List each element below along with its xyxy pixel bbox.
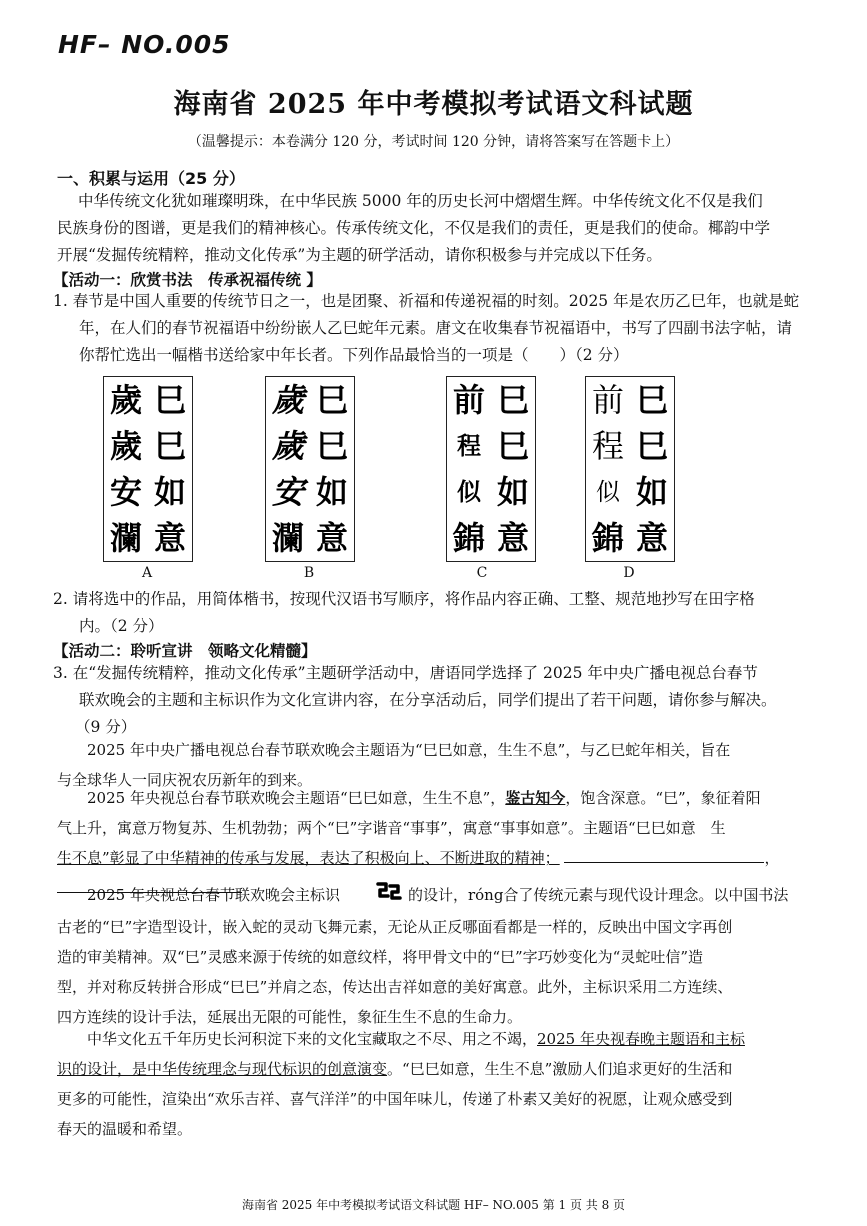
calligraphy-char: 歲 xyxy=(271,381,304,419)
calligraphy-char: 巳 xyxy=(315,427,348,465)
calligraphy-char: 意 xyxy=(153,519,186,557)
material-text: 中华文化五千年历史长河积淀下来的文化宝藏取之不尽、用之不竭， xyxy=(87,1030,538,1048)
calligraphy-char: 前 xyxy=(452,381,485,419)
calligraphy-option-a xyxy=(103,376,193,562)
option-label: C xyxy=(476,565,488,581)
calligraphy-char: 似 xyxy=(457,477,481,506)
answer-blank[interactable] xyxy=(564,846,764,863)
material-paragraph-4 xyxy=(57,1024,822,1144)
calligraphy-char: 巳 xyxy=(635,427,668,465)
underlined-sentence: 识的设计，是中华传统理念与现代标识的创意演变 xyxy=(57,1060,388,1078)
material-line: 2025 年中央广播电视总台春节联欢晚会主题语为“巳巳如意，生生不息”，与乙巳蛇年相关，旨在 xyxy=(87,741,731,759)
material-line: 四方连续的设计手法，延展出无限的可能性，象征生生不息的生命力。 xyxy=(57,1008,523,1026)
material-line xyxy=(57,843,822,873)
calligraphy-char: 巳 xyxy=(153,381,186,419)
calligraphy-char: 歲 xyxy=(109,427,142,465)
calligraphy-char: 巳 xyxy=(153,427,186,465)
question-line: 3. 在“发掘传统精粹，推动文化传承”主题研学活动中，唐语同学选择了 2025 年中央广播电视总台春节 xyxy=(53,664,758,682)
calligraphy-char: 歲 xyxy=(271,427,304,465)
calligraphy-char: 如 xyxy=(153,473,186,511)
calligraphy-char: 巳 xyxy=(496,381,529,419)
underlined-sentence: 生不息”彰显了中华精神的传承与发展，表达了积极向上、不断进取的精神； xyxy=(57,849,560,867)
calligraphy-char: 錦 xyxy=(591,519,624,557)
calligraphy-char: 巳 xyxy=(496,427,529,465)
activity1-heading: 【活动一：欣赏书法 传承祝福传统 】 xyxy=(53,271,322,289)
question-2 xyxy=(53,586,823,640)
calligraphy-char: 安 xyxy=(109,473,142,511)
material-text: ， xyxy=(764,849,780,867)
calligraphy-char: 意 xyxy=(635,519,668,557)
activity2-heading: 【活动二：聆听宣讲 领略文化精髓】 xyxy=(53,642,317,660)
option-label: B xyxy=(303,565,315,581)
calligraphy-char: 巳 xyxy=(635,381,668,419)
question-line: 年，在人们的春节祝福语中纷纷嵌人乙巳蛇年元素。唐文在收集春节祝福语中，书写了四副书法字帖，请 xyxy=(79,319,793,337)
material-text: 2025 年央视总台春节联欢晚会主标识 xyxy=(87,886,340,904)
material-line: 造的审美精神。双“巳”灵感来源于传统的如意纹样，将甲骨文中的“巳”字巧妙变化为“灵蛇吐信”造 xyxy=(57,948,704,966)
calligraphy-option-b xyxy=(265,376,355,562)
material-line xyxy=(57,880,822,912)
calligraphy-char: 如 xyxy=(496,473,529,511)
underlined-sentence: 2025 年央视春晚主题语和主标 xyxy=(537,1030,745,1048)
intro-line: 民族身份的图谱，更是我们的精神核心。传承传统文化，不仅是我们的责任，更是我们的使命。椰韵中学 xyxy=(57,219,771,237)
underlined-phrase: 鉴古知今 xyxy=(505,789,566,807)
intro-paragraph xyxy=(57,188,817,269)
calligraphy-char: 歲 xyxy=(109,381,142,419)
material-line: 气上升，寓意万物复苏、生机勃勃；两个“巳”字谐音“事事”，寓意“事事如意”。主题语“巳巳如意 生 xyxy=(57,819,726,837)
calligraphy-char: 如 xyxy=(315,473,348,511)
calligraphy-option-d xyxy=(585,376,675,562)
option-label: A xyxy=(141,565,153,581)
material-paragraph-3 xyxy=(57,880,822,1032)
question-line: 1. 春节是中国人重要的传统节日之一，也是团聚、祈福和传递祝福的时刻。2025 年是农历乙巳年，也就是蛇 xyxy=(53,292,800,310)
material-line: 与全球华人一同庆祝农历新年的到来。 xyxy=(57,771,313,789)
intro-line: 开展“发掘传统精粹，推动文化传承”为主题的研学活动，请你积极参与并完成以下任务。 xyxy=(57,246,662,264)
calligraphy-option-c xyxy=(446,376,536,562)
question-line: 2. 请将选中的作品，用简体楷书，按现代汉语书写顺序，将作品内容正确、工整、规范地抄写在田字格 xyxy=(53,590,755,608)
question-1 xyxy=(53,288,823,369)
calligraphy-char: 意 xyxy=(496,519,529,557)
calligraphy-char: 安 xyxy=(271,473,304,511)
calligraphy-char: 瀾 xyxy=(271,519,304,557)
material-text: 的设计，róng合了传统元素与现代设计理念。以中国书法 xyxy=(407,886,789,904)
question-line: 联欢晚会的主题和主标识作为文化宣讲内容，在分享活动后，同学们提出了若干问题，请你参与解决。 xyxy=(79,691,777,709)
calligraphy-char: 錦 xyxy=(452,519,485,557)
calligraphy-char: 瀾 xyxy=(109,519,142,557)
exam-instructions: （温馨提示：本卷满分 120 分，考试时间 120 分钟，请将答案写在答题卡上） xyxy=(187,134,680,150)
question-3 xyxy=(53,660,823,741)
question-line: （9 分） xyxy=(75,718,137,736)
material-line xyxy=(57,1054,822,1084)
page-footer: 海南省 2025 年中考模拟考试语文科试题 HF– NO.005 第 1 页 共 8 页 xyxy=(241,1198,626,1212)
calligraphy-char: 意 xyxy=(315,519,348,557)
material-line: 春天的温暖和希望。 xyxy=(57,1120,193,1138)
calligraphy-char: 程 xyxy=(457,431,481,460)
paper-code: HF– NO.005 xyxy=(58,30,231,59)
material-line: 型，并对称反转拼合形成“巳巳”并肩之态，传达出吉祥如意的美好寓意。此外，主标识采用二方连续、 xyxy=(57,978,733,996)
calligraphy-char: 前 xyxy=(591,381,624,419)
question-line: 内。（2 分） xyxy=(79,617,164,635)
exam-title: 海南省 2025 年中考模拟考试语文科试题 xyxy=(173,89,694,120)
material-text: ，饱含深意。“巳”，象征着阳 xyxy=(565,789,761,807)
calligraphy-char: 似 xyxy=(596,478,620,506)
question-line: 你帮忙选出一幅楷书送给家中年长者。下列作品最恰当的一项是（ ）（2 分） xyxy=(79,346,629,364)
option-label: D xyxy=(623,565,635,581)
calligraphy-char: 程 xyxy=(591,427,624,465)
material-line xyxy=(57,1024,822,1054)
material-line xyxy=(57,783,822,813)
material-line: 更多的可能性，渲染出“欢乐吉祥、喜气洋洋”的中国年味儿，传递了朴素又美好的祝愿，让观众感受到 xyxy=(57,1090,733,1108)
spring-gala-logo-icon xyxy=(344,880,404,912)
calligraphy-char: 巳 xyxy=(315,381,348,419)
material-text: 2025 年央视总台春节联欢晚会主题语“巳巳如意，生生不息”， xyxy=(87,789,506,807)
material-text: 。“巳巳如意，生生不息”激励人们追求更好的生活和 xyxy=(387,1060,733,1078)
material-line: 古老的“巳”字造型设计，嵌入蛇的灵动飞舞元素，无论从正反哪面看都是一样的，反映出中国文字再创 xyxy=(57,918,733,936)
section-heading: 一、积累与运用（25 分） xyxy=(57,169,245,188)
calligraphy-char: 如 xyxy=(635,473,668,511)
intro-line: 中华传统文化犹如璀璨明珠，在中华民族 5000 年的历史长河中熠熠生辉。中华传统文化不仅是我们 xyxy=(78,192,763,210)
